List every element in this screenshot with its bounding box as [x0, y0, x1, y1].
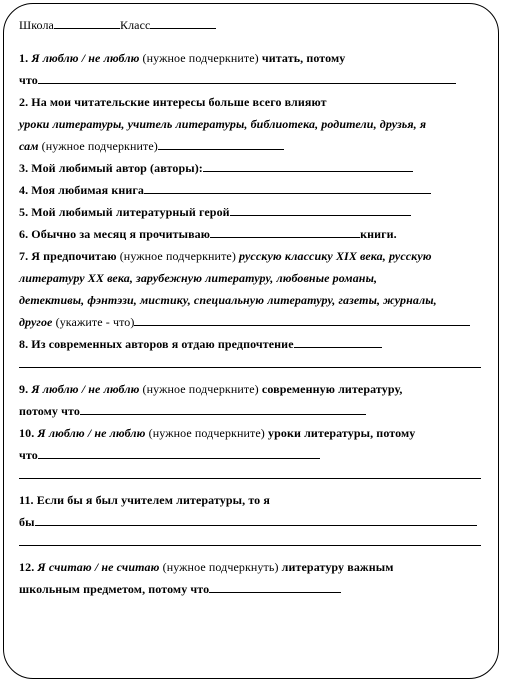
q2-note: (нужное подчеркните): [41, 139, 158, 153]
q7-options[interactable]: русскую классику XIX века, русскую: [239, 249, 432, 263]
question-5: 5. Мой любимый литературный герой: [19, 201, 487, 223]
q5-answer-blank[interactable]: [230, 203, 411, 216]
question-10-cont: что: [19, 444, 487, 466]
class-blank[interactable]: [150, 16, 216, 29]
q1-answer-blank[interactable]: [38, 71, 456, 84]
question-6: 6. Обычно за месяц я прочитываю книги.: [19, 227, 397, 241]
question-9: 9. Я люблю / не люблю (нужное подчеркните) современную литературу,: [19, 382, 403, 396]
question-7-options-2: литературу XX века, зарубежную литературу, любовные романы,: [19, 271, 378, 285]
q9-answer-blank[interactable]: [80, 402, 366, 415]
question-9-cont: потому что: [19, 400, 487, 422]
survey-form: [19, 14, 487, 600]
header-line: [19, 14, 487, 36]
q11-answer-line[interactable]: [19, 533, 481, 546]
question-10: 10. Я люблю / не люблю (нужное подчеркните) уроки литературы, потому: [19, 426, 416, 440]
q6-answer-blank[interactable]: [210, 225, 360, 238]
q7-answer-blank[interactable]: [134, 313, 470, 326]
question-2-options-cont: сам (нужное подчеркните): [19, 135, 487, 157]
q1-choice[interactable]: Я люблю / не люблю: [31, 51, 140, 65]
q10-answer-blank[interactable]: [38, 446, 320, 459]
question-11: 11. Если бы я был учителем литературы, то я: [19, 493, 270, 507]
q10-answer-line[interactable]: [19, 466, 481, 479]
q3-answer-blank[interactable]: [203, 159, 413, 172]
q10-choice[interactable]: Я люблю / не люблю: [37, 426, 146, 440]
q2-options[interactable]: уроки литературы, учитель литературы, библиотека, родители, друзья, я: [19, 117, 427, 131]
question-3: 3. Мой любимый автор (авторы):: [19, 157, 487, 179]
q2-answer-blank[interactable]: [158, 137, 284, 150]
question-1-cont: что: [19, 69, 487, 91]
question-11-cont: бы: [19, 511, 487, 533]
q1-note: (нужное подчеркните): [142, 51, 259, 65]
question-8: 8. Из современных авторов я отдаю предпочтение: [19, 333, 487, 355]
q7-note: (нужное подчеркните): [119, 249, 236, 263]
q11-answer-blank[interactable]: [35, 513, 477, 526]
q9-choice[interactable]: Я люблю / не люблю: [31, 382, 140, 396]
q8-answer-blank[interactable]: [294, 335, 382, 348]
question-2: 2. На мои читательские интересы больше всего влияют: [19, 95, 327, 109]
q8-answer-line[interactable]: [19, 355, 481, 368]
school-blank[interactable]: [54, 16, 120, 29]
question-7: 7. Я предпочитаю (нужное подчеркните) русскую классику XIX века, русскую: [19, 249, 432, 263]
question-1: 1. Я люблю / не люблю (нужное подчеркните) читать, потому: [19, 51, 346, 65]
question-12-cont: школьным предметом, потому что: [19, 578, 487, 600]
question-2-options: [19, 113, 487, 135]
class-label: Класс: [119, 18, 151, 32]
question-7-options-3: детективы, фэнтэзи, мистику, специальную литературу, газеты, журналы,: [19, 293, 437, 307]
q4-answer-blank[interactable]: [144, 181, 431, 194]
question-7-options-4: другое (укажите - что): [19, 311, 487, 333]
q12-answer-blank[interactable]: [209, 580, 341, 593]
q12-choice[interactable]: Я считаю / не считаю: [37, 560, 160, 574]
school-label: Школа: [19, 18, 54, 32]
question-4: 4. Моя любимая книга: [19, 179, 487, 201]
question-12: 12. Я считаю / не считаю (нужное подчеркнуть) литературу важным: [19, 560, 394, 574]
